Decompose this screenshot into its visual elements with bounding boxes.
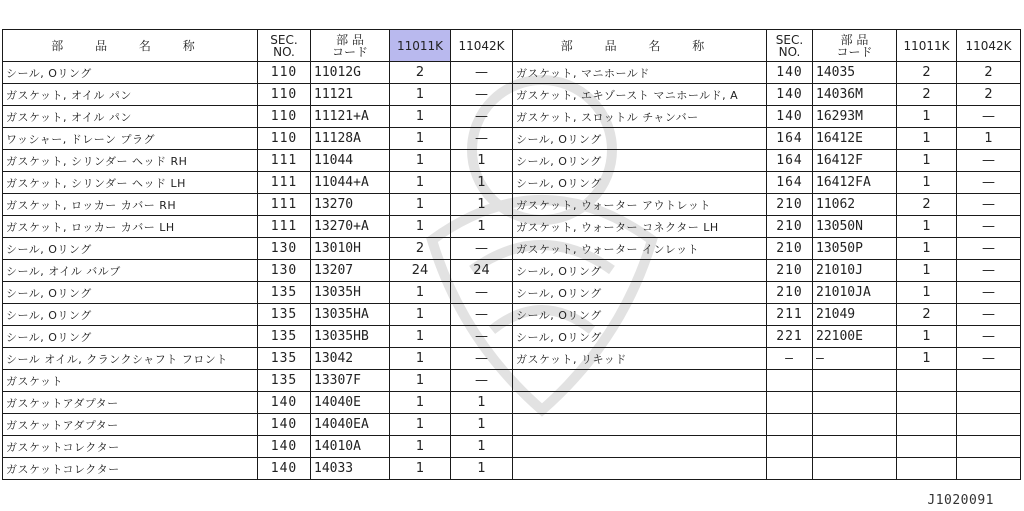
sec-no-cell: [767, 392, 813, 414]
qty-11042k-cell: —: [957, 282, 1021, 304]
header-row: [3, 30, 513, 62]
table-row: [3, 304, 513, 326]
part-name-cell: ガスケット, ロッカー カバー RH: [3, 194, 258, 216]
qty-11011k-cell: 2: [390, 62, 451, 84]
qty-11042k-cell: —: [957, 194, 1021, 216]
part-name-cell: [513, 392, 767, 414]
qty-11011k-cell: 1: [897, 216, 957, 238]
sec-no-cell: 140: [767, 106, 813, 128]
qty-11011k-cell: 1: [897, 260, 957, 282]
qty-11042k-cell: 2: [957, 84, 1021, 106]
part-name-cell: シール, Oリング: [513, 282, 767, 304]
qty-11011k-cell: [897, 370, 957, 392]
part-name-cell: シール, Oリング: [513, 260, 767, 282]
part-code-cell: 11044: [311, 150, 390, 172]
table-row: [3, 260, 513, 282]
table-row: [513, 370, 1021, 392]
qty-11042k-cell: 1: [451, 436, 513, 458]
qty-11011k-cell: 1: [390, 150, 451, 172]
part-name-cell: ガスケット, ロッカー カバー LH: [3, 216, 258, 238]
qty-11011k-cell: [897, 458, 957, 480]
qty-11042k-cell: —: [957, 238, 1021, 260]
sec-no-cell: 140: [767, 62, 813, 84]
table-row: [513, 194, 1021, 216]
sec-no-cell: 211: [767, 304, 813, 326]
part-code-cell: 11128A: [311, 128, 390, 150]
part-code-header: [311, 30, 390, 62]
sec-no-cell: [767, 370, 813, 392]
part-code-cell: 21010J: [813, 260, 897, 282]
table-row: [3, 458, 513, 480]
part-code-header-line1: 部 品: [840, 32, 869, 47]
sec-no-cell: [767, 436, 813, 458]
part-code-cell: 16293M: [813, 106, 897, 128]
part-code-cell: [813, 392, 897, 414]
sec-no-cell: 111: [258, 194, 311, 216]
part-name-cell: シール, Oリング: [3, 238, 258, 260]
table-row: [513, 436, 1021, 458]
sec-no-cell: 111: [258, 216, 311, 238]
sec-no-cell: 140: [258, 414, 311, 436]
part-name-cell: シール, Oリング: [3, 326, 258, 348]
table-row: [513, 106, 1021, 128]
sec-no-cell: 111: [258, 172, 311, 194]
table-row: [3, 392, 513, 414]
qty-11042k-cell: [957, 458, 1021, 480]
qty-11042k-cell: [957, 370, 1021, 392]
sec-no-cell: 140: [258, 436, 311, 458]
qty-11042k-cell: 1: [451, 458, 513, 480]
part-code-cell: 21049: [813, 304, 897, 326]
sec-no-cell: 210: [767, 260, 813, 282]
part-name-cell: シール, Oリング: [513, 128, 767, 150]
qty-11042k-cell: 24: [451, 260, 513, 282]
parts-table-right: [512, 29, 1021, 480]
part-code-cell: 13307F: [311, 370, 390, 392]
part-name-cell: ガスケットアダプター: [3, 414, 258, 436]
sec-no-cell: 110: [258, 84, 311, 106]
part-name-cell: ガスケットアダプター: [3, 392, 258, 414]
sec-no-cell: 210: [767, 282, 813, 304]
header-row: [513, 30, 1021, 62]
sec-no-cell: 110: [258, 106, 311, 128]
qty-11011k-cell: 1: [390, 370, 451, 392]
table-row: [513, 348, 1021, 370]
qty-11011k-cell: 1: [390, 436, 451, 458]
table-row: [513, 458, 1021, 480]
part-code-header: [813, 30, 897, 62]
table-row: [3, 414, 513, 436]
sec-no-cell: 164: [767, 128, 813, 150]
qty-11011k-cell: 1: [390, 84, 451, 106]
qty-11042k-cell: —: [957, 326, 1021, 348]
sec-no-cell: 135: [258, 304, 311, 326]
qty-11011k-cell: 1: [897, 326, 957, 348]
part-code-cell: 11044+A: [311, 172, 390, 194]
parts-table-left: [2, 29, 513, 480]
qty-11011k-cell: 2: [897, 62, 957, 84]
part-name-cell: シール, Oリング: [513, 150, 767, 172]
qty-11011k-cell: [897, 392, 957, 414]
sec-no-cell: 135: [258, 282, 311, 304]
document-id: J1020091: [927, 493, 994, 508]
sec-no-header-line1: SEC.: [775, 32, 804, 47]
qty-11042k-cell: 1: [451, 172, 513, 194]
table-row: [513, 304, 1021, 326]
table-row: [513, 216, 1021, 238]
part-name-cell: シール, Oリング: [3, 304, 258, 326]
table-row: [3, 172, 513, 194]
qty-11042k-cell: —: [451, 370, 513, 392]
qty-11011k-cell: 1: [897, 128, 957, 150]
sec-no-cell: 210: [767, 238, 813, 260]
part-code-cell: 14040EA: [311, 414, 390, 436]
qty-11011k-cell: 1: [390, 128, 451, 150]
qty-11042k-cell: —: [957, 216, 1021, 238]
table-row: [513, 172, 1021, 194]
part-code-cell: 14036M: [813, 84, 897, 106]
qty-11011k-cell: 1: [390, 392, 451, 414]
table-row: [3, 326, 513, 348]
qty-11011k-cell: 1: [897, 348, 957, 370]
table-row: [3, 282, 513, 304]
qty-11011k-cell: [897, 414, 957, 436]
sec-no-cell: 135: [258, 326, 311, 348]
qty-11042k-cell: —: [451, 128, 513, 150]
part-code-cell: 13035HA: [311, 304, 390, 326]
qty-11011k-cell: 1: [390, 458, 451, 480]
sec-no-cell: 210: [767, 216, 813, 238]
part-code-cell: [813, 414, 897, 436]
qty-11011k-cell: 1: [897, 282, 957, 304]
qty-11042k-cell: 1: [451, 194, 513, 216]
qty-11011k-cell: 24: [390, 260, 451, 282]
part-code-cell: 13010H: [311, 238, 390, 260]
part-code-cell: 14010A: [311, 436, 390, 458]
qty-11042k-cell: —: [957, 150, 1021, 172]
part-code-cell: 11062: [813, 194, 897, 216]
sec-no-cell: [767, 414, 813, 436]
part-name-cell: ガスケット, オイル パン: [3, 84, 258, 106]
qty-11042k-cell: 1: [451, 414, 513, 436]
part-code-cell: 11012G: [311, 62, 390, 84]
table-row: [3, 128, 513, 150]
sec-no-header-line2: NO.: [273, 44, 295, 59]
qty-11042k-cell: [957, 436, 1021, 458]
sec-no-cell: 221: [767, 326, 813, 348]
qty-11042k-cell: —: [957, 260, 1021, 282]
qty-11011k-cell: [897, 436, 957, 458]
sec-no-cell: 111: [258, 150, 311, 172]
model-11042k-header: 11042K: [451, 30, 513, 62]
qty-11011k-cell: 2: [390, 238, 451, 260]
model-11011k-header[interactable]: 11011K: [390, 30, 451, 62]
sec-no-cell: 210: [767, 194, 813, 216]
part-name-cell: ガスケット, リキッド: [513, 348, 767, 370]
qty-11042k-cell: —: [451, 238, 513, 260]
part-name-cell: [513, 370, 767, 392]
qty-11011k-cell: 2: [897, 84, 957, 106]
table-row: [513, 282, 1021, 304]
qty-11042k-cell: —: [957, 348, 1021, 370]
qty-11042k-cell: [957, 392, 1021, 414]
qty-11042k-cell: —: [451, 84, 513, 106]
part-name-cell: ガスケットコレクター: [3, 458, 258, 480]
table-row: [513, 84, 1021, 106]
part-code-cell: [813, 436, 897, 458]
part-code-header-line2: コード: [836, 44, 873, 59]
table-row: [513, 62, 1021, 84]
table-row: [513, 260, 1021, 282]
part-name-cell: ガスケット: [3, 370, 258, 392]
part-name-cell: ガスケット, シリンダー ヘッド RH: [3, 150, 258, 172]
table-row: [513, 238, 1021, 260]
part-name-cell: ガスケット, ウォーター コネクター LH: [513, 216, 767, 238]
table-row: [513, 150, 1021, 172]
part-name-cell: [513, 414, 767, 436]
part-code-cell: 22100E: [813, 326, 897, 348]
part-code-cell: 13050P: [813, 238, 897, 260]
part-code-cell: 13035HB: [311, 326, 390, 348]
part-code-cell: 13035H: [311, 282, 390, 304]
part-code-cell: 14040E: [311, 392, 390, 414]
qty-11011k-cell: 2: [897, 194, 957, 216]
table-row: [3, 216, 513, 238]
qty-11042k-cell: 1: [451, 216, 513, 238]
part-code-cell: —: [813, 348, 897, 370]
part-name-cell: ガスケット, オイル パン: [3, 106, 258, 128]
qty-11011k-cell: 1: [390, 194, 451, 216]
part-code-header-line2: コード: [331, 44, 368, 59]
table-row: [3, 84, 513, 106]
qty-11042k-cell: 1: [451, 392, 513, 414]
qty-11042k-cell: —: [957, 106, 1021, 128]
model-11011k-header: 11011K: [897, 30, 957, 62]
part-code-cell: 14035: [813, 62, 897, 84]
part-name-cell: ガスケット, エキゾースト マニホールド, A: [513, 84, 767, 106]
qty-11011k-cell: 1: [390, 326, 451, 348]
part-name-cell: シール, Oリング: [513, 172, 767, 194]
qty-11011k-cell: 2: [897, 304, 957, 326]
part-name-cell: ガスケット, シリンダー ヘッド LH: [3, 172, 258, 194]
part-name-cell: シール オイル, クランクシャフト フロント: [3, 348, 258, 370]
sec-no-cell: [767, 458, 813, 480]
sec-no-cell: 164: [767, 150, 813, 172]
part-name-header: 部 品 名 称: [513, 30, 767, 62]
part-code-cell: 13042: [311, 348, 390, 370]
sec-no-cell: 140: [258, 458, 311, 480]
qty-11042k-cell: 1: [451, 150, 513, 172]
part-code-cell: 14033: [311, 458, 390, 480]
sec-no-cell: 135: [258, 348, 311, 370]
part-name-cell: シール, Oリング: [513, 326, 767, 348]
qty-11042k-cell: —: [451, 304, 513, 326]
qty-11042k-cell: —: [451, 326, 513, 348]
qty-11011k-cell: 1: [390, 348, 451, 370]
qty-11011k-cell: 1: [390, 172, 451, 194]
part-name-cell: ガスケットコレクター: [3, 436, 258, 458]
qty-11011k-cell: 1: [897, 106, 957, 128]
qty-11042k-cell: —: [957, 304, 1021, 326]
part-name-cell: シール, オイル バルブ: [3, 260, 258, 282]
part-name-cell: シール, Oリング: [513, 304, 767, 326]
qty-11042k-cell: —: [451, 62, 513, 84]
qty-11042k-cell: —: [451, 348, 513, 370]
part-name-cell: [513, 436, 767, 458]
part-name-cell: ガスケット, ウォーター アウトレット: [513, 194, 767, 216]
part-name-cell: シール, Oリング: [3, 62, 258, 84]
part-code-cell: 16412E: [813, 128, 897, 150]
part-code-cell: 11121+A: [311, 106, 390, 128]
part-name-header: 部 品 名 称: [3, 30, 258, 62]
part-name-cell: ガスケット, スロットル チャンバー: [513, 106, 767, 128]
part-name-cell: シール, Oリング: [3, 282, 258, 304]
part-name-cell: ワッシャー, ドレーン プラグ: [3, 128, 258, 150]
sec-no-header-line2: NO.: [778, 44, 801, 59]
qty-11042k-cell: —: [451, 106, 513, 128]
table-row: [3, 238, 513, 260]
part-code-header-line1: 部 品: [336, 32, 364, 47]
table-row: [3, 194, 513, 216]
table-row: [513, 128, 1021, 150]
part-name-cell: ガスケット, マニホールド: [513, 62, 767, 84]
table-row: [513, 414, 1021, 436]
table-row: [3, 370, 513, 392]
table-row: [3, 150, 513, 172]
part-code-cell: 21010JA: [813, 282, 897, 304]
table-row: [3, 436, 513, 458]
sec-no-cell: 140: [767, 84, 813, 106]
sec-no-cell: 110: [258, 128, 311, 150]
qty-11011k-cell: 1: [897, 238, 957, 260]
part-name-cell: [513, 458, 767, 480]
sec-no-header-line1: SEC.: [270, 32, 298, 47]
table-row: [3, 348, 513, 370]
qty-11042k-cell: [957, 414, 1021, 436]
qty-11011k-cell: 1: [390, 216, 451, 238]
sec-no-cell: 135: [258, 370, 311, 392]
part-code-cell: 16412F: [813, 150, 897, 172]
part-code-cell: 13270+A: [311, 216, 390, 238]
part-name-cell: ガスケット, ウォーター インレット: [513, 238, 767, 260]
part-code-cell: 16412FA: [813, 172, 897, 194]
qty-11042k-cell: —: [451, 282, 513, 304]
table-row: [513, 326, 1021, 348]
table-row: [3, 62, 513, 84]
qty-11042k-cell: 1: [957, 128, 1021, 150]
model-11042k-header: 11042K: [957, 30, 1021, 62]
part-code-cell: 11121: [311, 84, 390, 106]
sec-no-header: [258, 30, 311, 62]
qty-11042k-cell: —: [957, 172, 1021, 194]
table-row: [3, 106, 513, 128]
sec-no-cell: 130: [258, 260, 311, 282]
sec-no-header: [767, 30, 813, 62]
qty-11011k-cell: 1: [390, 414, 451, 436]
part-code-cell: 13270: [311, 194, 390, 216]
qty-11011k-cell: 1: [897, 150, 957, 172]
part-code-cell: [813, 370, 897, 392]
qty-11011k-cell: 1: [390, 106, 451, 128]
sec-no-cell: —: [767, 348, 813, 370]
qty-11011k-cell: 1: [390, 282, 451, 304]
sec-no-cell: 110: [258, 62, 311, 84]
sec-no-cell: 140: [258, 392, 311, 414]
qty-11011k-cell: 1: [897, 172, 957, 194]
part-code-cell: 13207: [311, 260, 390, 282]
sec-no-cell: 130: [258, 238, 311, 260]
table-row: [513, 392, 1021, 414]
qty-11042k-cell: 2: [957, 62, 1021, 84]
qty-11011k-cell: 1: [390, 304, 451, 326]
part-code-cell: [813, 458, 897, 480]
sec-no-cell: 164: [767, 172, 813, 194]
part-code-cell: 13050N: [813, 216, 897, 238]
